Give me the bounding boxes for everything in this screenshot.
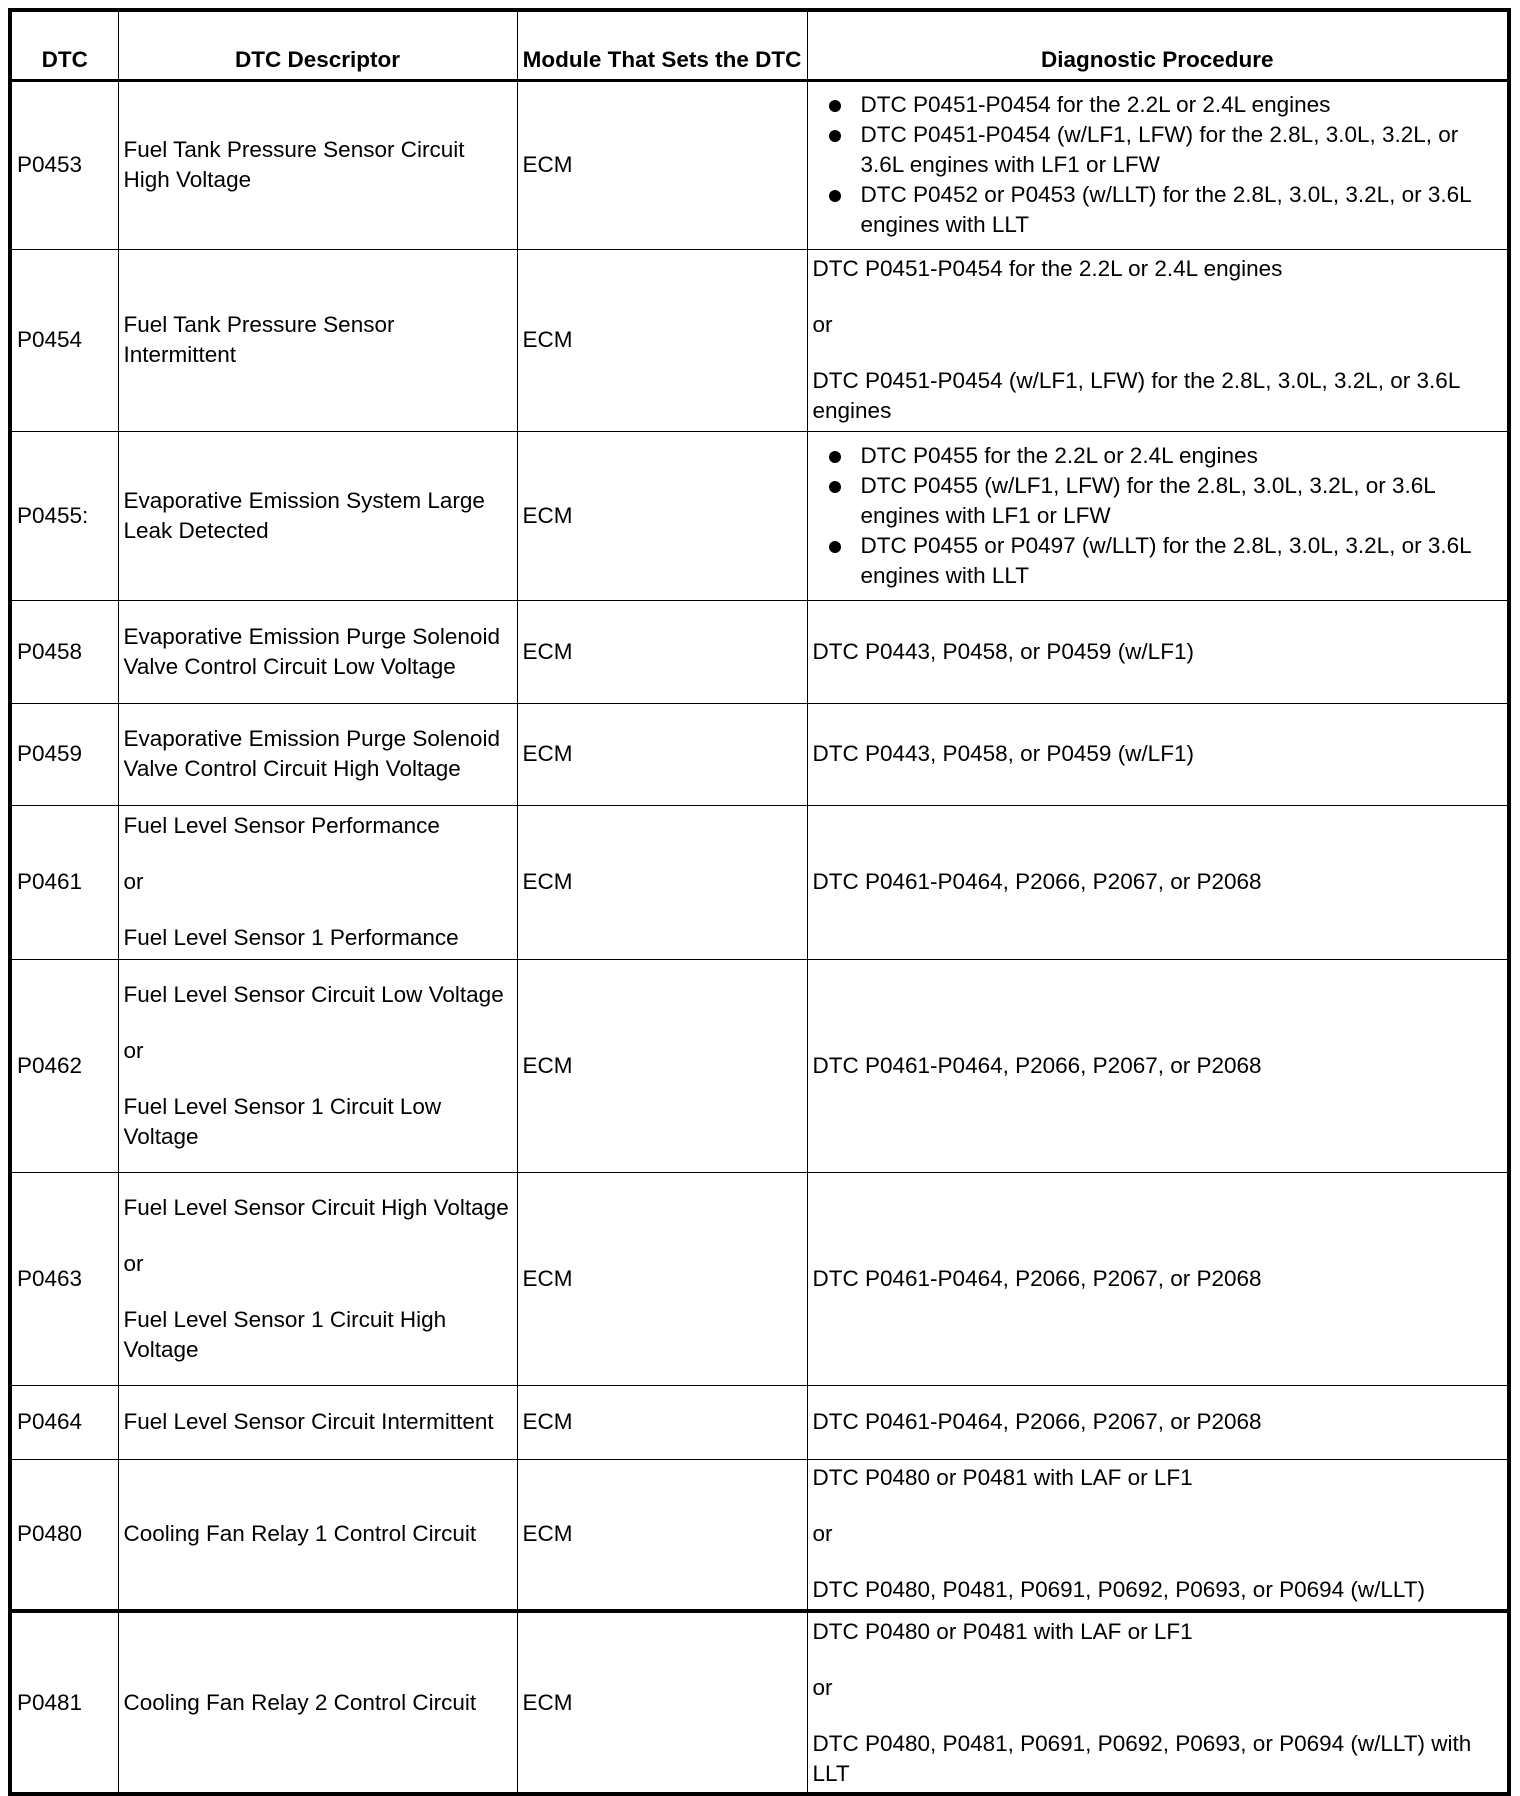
procedure-text: DTC P0480, P0481, P0691, P0692, P0693, or P0694 (w/LLT) — [812, 1577, 1425, 1603]
descriptor-line: Fuel Tank Pressure Sensor Intermittent — [123, 312, 395, 367]
module: ECM — [517, 959, 807, 1172]
module: ECM — [517, 1611, 807, 1794]
procedure-text: DTC P0461-P0464, P2066, P2067, or P2068 — [812, 1409, 1262, 1434]
dtc-code: P0463 — [10, 1172, 118, 1385]
descriptor-line: Fuel Level Sensor Circuit High Voltage — [123, 1194, 509, 1220]
dtc-descriptor — [118, 959, 517, 1172]
dtc-descriptor — [118, 600, 517, 703]
table-row — [10, 805, 1509, 959]
table-row — [10, 959, 1509, 1172]
header-dtc: DTC — [10, 10, 118, 80]
diagnostic-procedure — [807, 1459, 1509, 1611]
procedure-text: or — [812, 312, 833, 337]
diagnostic-procedure — [807, 1611, 1509, 1794]
descriptor-line: Cooling Fan Relay 2 Control Circuit — [123, 1689, 477, 1715]
module: ECM — [517, 1172, 807, 1385]
diagnostic-procedure — [807, 600, 1509, 703]
diagnostic-procedure — [807, 249, 1509, 431]
module: ECM — [517, 600, 807, 703]
dtc-descriptor — [118, 1611, 517, 1794]
procedure-text: DTC P0480 or P0481 with LAF or LF1 — [812, 1618, 1193, 1644]
module: ECM — [517, 249, 807, 431]
descriptor-line: Evaporative Emission System Large Leak Detected — [123, 487, 485, 543]
dtc-code: P0480 — [10, 1459, 118, 1611]
table-row — [10, 249, 1509, 431]
table-row — [10, 431, 1509, 600]
dtc-descriptor — [118, 431, 517, 600]
dtc-descriptor — [118, 1459, 517, 1611]
procedure-text: DTC P0461-P0464, P2066, P2067, or P2068 — [812, 1052, 1262, 1078]
diagnostic-procedure — [807, 1385, 1509, 1459]
descriptor-line: Fuel Level Sensor Circuit Low Voltage — [123, 981, 504, 1007]
diagnostic-procedure — [807, 805, 1509, 959]
diagnostic-procedure — [807, 1172, 1509, 1385]
header-procedure: Diagnostic Procedure — [807, 10, 1509, 80]
procedure-text: DTC P0451-P0454 (w/LF1, LFW) for the 2.8L, 3.0L, 3.2L, or 3.6L engines — [812, 368, 1460, 423]
table-row — [10, 600, 1509, 703]
table-row — [10, 1611, 1509, 1794]
table-row — [10, 703, 1509, 805]
diagnostic-procedure — [807, 80, 1509, 249]
descriptor-line: or — [123, 869, 144, 894]
procedure-list — [813, 441, 1503, 591]
procedure-text: DTC P0461-P0464, P2066, P2067, or P2068 — [812, 1265, 1262, 1291]
module: ECM — [517, 1459, 807, 1611]
dtc-code: P0464 — [10, 1385, 118, 1459]
procedure-list — [813, 90, 1503, 240]
diagnostic-procedure — [807, 703, 1509, 805]
procedure-text: DTC P0451-P0454 for the 2.2L or 2.4L engines — [812, 256, 1283, 281]
header-descriptor: DTC Descriptor — [118, 10, 517, 80]
procedure-text: DTC P0480 or P0481 with LAF or LF1 — [812, 1465, 1193, 1491]
module: ECM — [517, 431, 807, 600]
dtc-table — [8, 8, 1511, 1796]
dtc-code: P0459 — [10, 703, 118, 805]
dtc-descriptor — [118, 249, 517, 431]
dtc-code: P0458 — [10, 600, 118, 703]
dtc-descriptor — [118, 805, 517, 959]
dtc-descriptor — [118, 1172, 517, 1385]
procedure-text: or — [812, 1521, 833, 1547]
descriptor-line: or — [123, 1250, 144, 1276]
module: ECM — [517, 1385, 807, 1459]
procedure-text: or — [812, 1674, 833, 1700]
dtc-descriptor — [118, 1385, 517, 1459]
dtc-descriptor — [118, 703, 517, 805]
procedure-item: DTC P0455 or P0497 (w/LLT) for the 2.8L, 3.0L, 3.2L, or 3.6L engines with LLT — [861, 531, 1503, 591]
module: ECM — [517, 805, 807, 959]
dtc-code: P0455: — [10, 431, 118, 600]
header-module: Module That Sets the DTC — [517, 10, 807, 80]
descriptor-line: Fuel Level Sensor Performance — [123, 813, 440, 838]
descriptor-line: Fuel Level Sensor 1 Circuit Low Voltage — [123, 1093, 442, 1149]
procedure-text: DTC P0480, P0481, P0691, P0692, P0693, or P0694 (w/LLT) with LLT — [812, 1730, 1472, 1786]
descriptor-line: Evaporative Emission Purge Solenoid Valve Control Circuit High Voltage — [123, 726, 500, 781]
dtc-code: P0462 — [10, 959, 118, 1172]
table-row — [10, 80, 1509, 249]
procedure-item: DTC P0455 for the 2.2L or 2.4L engines — [861, 441, 1503, 471]
descriptor-line: or — [123, 1037, 144, 1063]
descriptor-line: Fuel Level Sensor Circuit Intermittent — [123, 1409, 494, 1434]
procedure-text: DTC P0443, P0458, or P0459 (w/LF1) — [812, 741, 1194, 766]
dtc-code: P0481 — [10, 1611, 118, 1794]
diagnostic-procedure — [807, 431, 1509, 600]
descriptor-line: Evaporative Emission Purge Solenoid Valve Control Circuit Low Voltage — [123, 623, 500, 679]
module: ECM — [517, 703, 807, 805]
procedure-item: DTC P0452 or P0453 (w/LLT) for the 2.8L, 3.0L, 3.2L, or 3.6L engines with LLT — [861, 180, 1503, 240]
dtc-descriptor — [118, 80, 517, 249]
descriptor-line: Fuel Tank Pressure Sensor Circuit High Voltage — [123, 137, 465, 192]
procedure-text: DTC P0443, P0458, or P0459 (w/LF1) — [812, 638, 1194, 664]
dtc-code: P0453 — [10, 80, 118, 249]
dtc-code: P0454 — [10, 249, 118, 431]
table-row — [10, 1385, 1509, 1459]
procedure-item: DTC P0451-P0454 for the 2.2L or 2.4L engines — [861, 90, 1503, 120]
descriptor-line: Cooling Fan Relay 1 Control Circuit — [123, 1521, 477, 1547]
procedure-text: DTC P0461-P0464, P2066, P2067, or P2068 — [812, 869, 1262, 894]
procedure-item: DTC P0455 (w/LF1, LFW) for the 2.8L, 3.0L, 3.2L, or 3.6L engines with LF1 or LFW — [861, 471, 1503, 531]
dtc-code: P0461 — [10, 805, 118, 959]
table-row — [10, 1459, 1509, 1611]
table-row — [10, 1172, 1509, 1385]
header-row — [10, 10, 1509, 80]
module: ECM — [517, 80, 807, 249]
descriptor-line: Fuel Level Sensor 1 Performance — [123, 925, 459, 950]
procedure-item: DTC P0451-P0454 (w/LF1, LFW) for the 2.8L, 3.0L, 3.2L, or 3.6L engines with LF1 or LFW — [861, 120, 1503, 180]
descriptor-line: Fuel Level Sensor 1 Circuit High Voltage — [123, 1306, 447, 1362]
diagnostic-procedure — [807, 959, 1509, 1172]
